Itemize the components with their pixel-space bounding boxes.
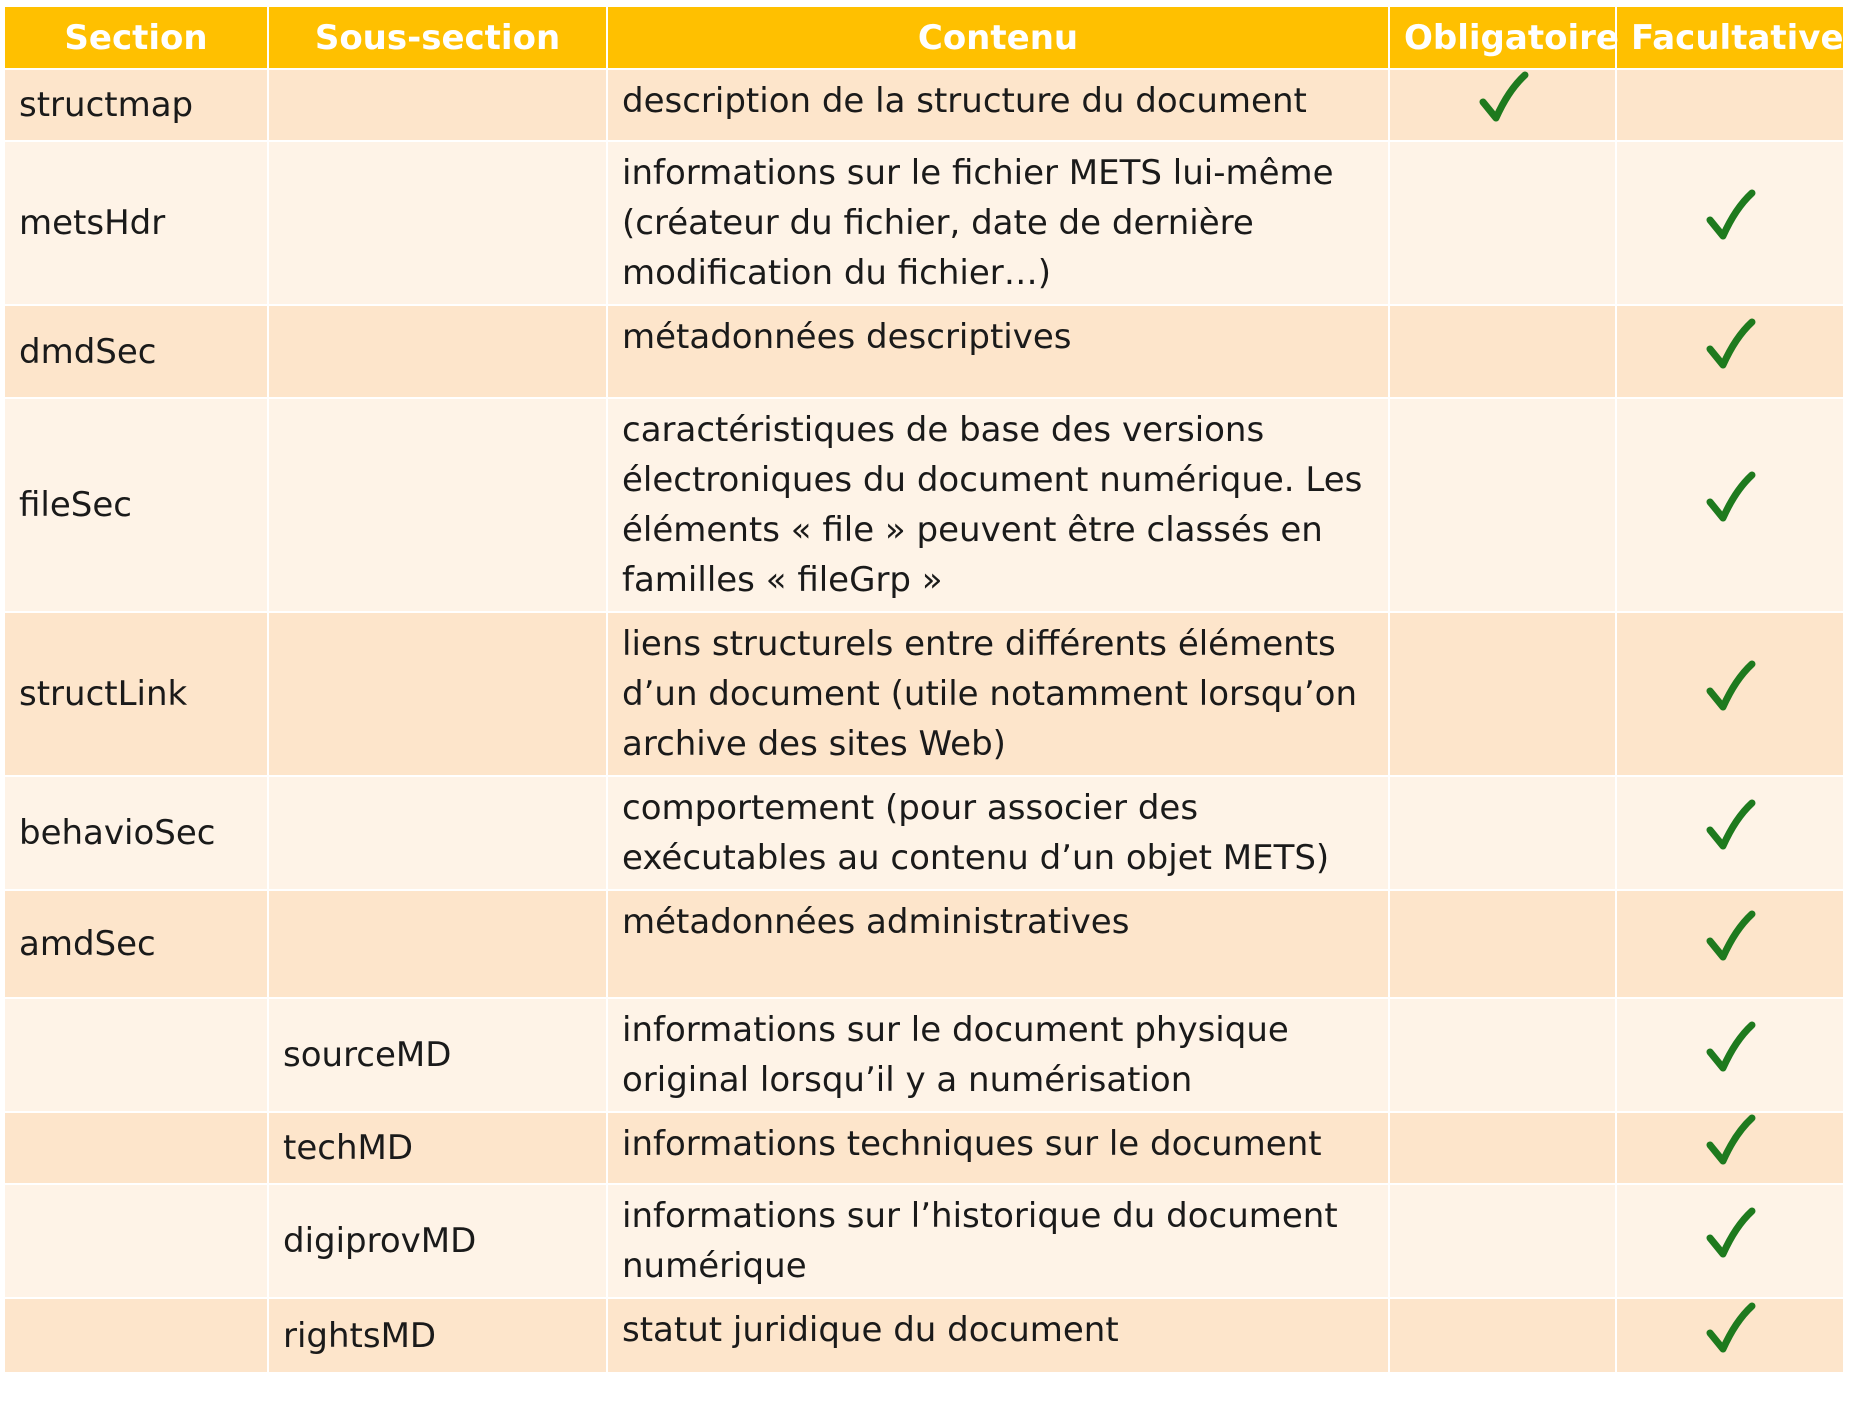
content-cell: métadonnées descriptives: [607, 305, 1389, 398]
optional-cell: [1616, 305, 1844, 398]
table-row: [4, 141, 1844, 305]
content-cell: caractéristiques de base des versions électroniques du document numérique. Les éléments « file » peuvent être classés en familles « fileGrp »: [607, 398, 1389, 612]
table-row: [4, 305, 1844, 398]
optional-cell: [1616, 69, 1844, 141]
subsection-cell: [268, 69, 607, 141]
mandatory-cell: [1389, 1184, 1616, 1298]
content-cell: liens structurels entre différents éléments d’un document (utile notamment lorsqu’on archive des sites Web): [607, 612, 1389, 776]
checkmark-icon: [1704, 317, 1756, 373]
section-cell: amdSec: [4, 890, 268, 998]
mandatory-cell: [1389, 612, 1616, 776]
optional-cell: [1616, 890, 1844, 998]
content-cell: description de la structure du document: [607, 69, 1389, 141]
checkmark-icon: [1704, 1020, 1756, 1076]
subsection-cell: [268, 398, 607, 612]
optional-cell: [1616, 998, 1844, 1112]
subsection-cell: sourceMD: [268, 998, 607, 1112]
subsection-cell: techMD: [268, 1112, 607, 1184]
mandatory-cell: [1389, 141, 1616, 305]
optional-cell: [1616, 1112, 1844, 1184]
checkmark-icon: [1704, 470, 1756, 526]
table-row: [4, 398, 1844, 612]
checkmark-icon: [1704, 1206, 1756, 1262]
optional-cell: [1616, 398, 1844, 612]
header-mandatory: Obligatoire: [1389, 6, 1616, 69]
section-cell: dmdSec: [4, 305, 268, 398]
checkmark-icon: [1704, 188, 1756, 244]
checkmark-icon: [1704, 1113, 1756, 1169]
section-cell: behavioSec: [4, 776, 268, 890]
header-content: Contenu: [607, 6, 1389, 69]
section-cell: fileSec: [4, 398, 268, 612]
checkmark-icon: [1704, 798, 1756, 854]
subsection-cell: [268, 612, 607, 776]
header-section: Section: [4, 6, 268, 69]
header-subsection: Sous-section: [268, 6, 607, 69]
content-cell: informations sur le document physique original lorsqu’il y a numérisation: [607, 998, 1389, 1112]
checkmark-icon: [1704, 659, 1756, 715]
optional-cell: [1616, 141, 1844, 305]
section-cell: [4, 1184, 268, 1298]
content-cell: informations sur le fichier METS lui-même (créateur du fichier, date de dernière modification du fichier…): [607, 141, 1389, 305]
mandatory-cell: [1389, 1298, 1616, 1373]
mandatory-cell: [1389, 890, 1616, 998]
content-cell: informations techniques sur le document: [607, 1112, 1389, 1184]
header-optional: Facultative: [1616, 6, 1844, 69]
table-row: [4, 1184, 1844, 1298]
table-row: [4, 776, 1844, 890]
subsection-cell: [268, 141, 607, 305]
subsection-cell: rightsMD: [268, 1298, 607, 1373]
subsection-cell: digiprovMD: [268, 1184, 607, 1298]
checkmark-icon: [1477, 70, 1529, 126]
mets-sections-table: [3, 5, 1845, 1374]
section-cell: structLink: [4, 612, 268, 776]
header-row: [4, 6, 1844, 69]
subsection-cell: [268, 776, 607, 890]
content-cell: statut juridique du document: [607, 1298, 1389, 1373]
table-row: [4, 998, 1844, 1112]
table-row: [4, 1112, 1844, 1184]
mandatory-cell: [1389, 998, 1616, 1112]
section-cell: [4, 1112, 268, 1184]
content-cell: comportement (pour associer des exécutables au contenu d’un objet METS): [607, 776, 1389, 890]
mandatory-cell: [1389, 1112, 1616, 1184]
optional-cell: [1616, 1184, 1844, 1298]
checkmark-icon: [1704, 909, 1756, 965]
subsection-cell: [268, 305, 607, 398]
section-cell: structmap: [4, 69, 268, 141]
optional-cell: [1616, 1298, 1844, 1373]
checkmark-icon: [1704, 1301, 1756, 1357]
mandatory-cell: [1389, 776, 1616, 890]
table-row: [4, 890, 1844, 998]
optional-cell: [1616, 776, 1844, 890]
section-cell: [4, 1298, 268, 1373]
content-cell: informations sur l’historique du document numérique: [607, 1184, 1389, 1298]
mandatory-cell: [1389, 398, 1616, 612]
mandatory-cell: [1389, 305, 1616, 398]
content-cell: métadonnées administratives: [607, 890, 1389, 998]
subsection-cell: [268, 890, 607, 998]
optional-cell: [1616, 612, 1844, 776]
table-row: [4, 612, 1844, 776]
section-cell: metsHdr: [4, 141, 268, 305]
table-row: [4, 69, 1844, 141]
table-row: [4, 1298, 1844, 1373]
section-cell: [4, 998, 268, 1112]
mandatory-cell: [1389, 69, 1616, 141]
